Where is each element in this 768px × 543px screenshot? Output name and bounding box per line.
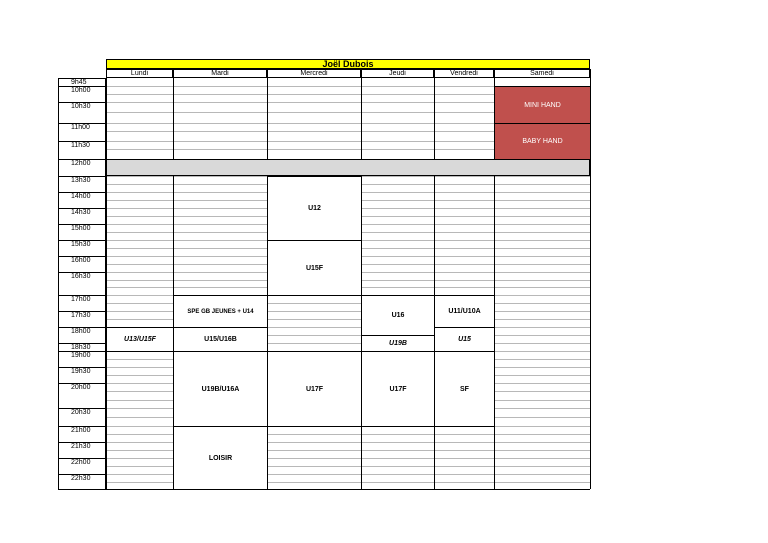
day-header-lundi: Lundi	[106, 69, 173, 78]
time-label: 20h30	[58, 408, 106, 427]
time-label: 21h30	[58, 442, 106, 459]
session-block[interactable]: U16	[361, 295, 435, 336]
time-label: 15h00	[58, 224, 106, 241]
session-block[interactable]: BABY HAND	[494, 123, 591, 160]
day-header-mercredi: Mercredi	[267, 69, 361, 78]
schedule-title: Joël Dubois	[106, 59, 590, 69]
time-label: 18h30	[58, 343, 106, 352]
session-block[interactable]: U15F	[267, 240, 362, 296]
session-block[interactable]: U19B/U16A	[173, 351, 268, 427]
time-label: 22h30	[58, 474, 106, 490]
session-block[interactable]: SF	[434, 351, 495, 427]
time-label: 17h30	[58, 311, 106, 328]
time-label: 14h30	[58, 208, 106, 225]
day-header-vendredi: Vendredi	[434, 69, 494, 78]
session-block[interactable]: U19B	[361, 335, 435, 352]
session-block[interactable]: U12	[267, 176, 362, 241]
time-label: 10h00	[58, 86, 106, 103]
time-label: 13h30	[58, 176, 106, 193]
lunch-break-band	[106, 159, 590, 176]
session-block[interactable]: LOISIR	[173, 426, 268, 490]
time-label: 21h00	[58, 426, 106, 443]
session-block[interactable]: U15	[434, 327, 495, 352]
session-block[interactable]: MINI HAND	[494, 86, 591, 124]
time-label: 17h00	[58, 295, 106, 312]
time-label: 16h30	[58, 272, 106, 296]
time-label: 16h00	[58, 256, 106, 273]
day-header-samedi: Samedi	[494, 69, 590, 78]
time-label: 10h30	[58, 102, 106, 124]
time-label: 20h00	[58, 383, 106, 409]
column-divider	[106, 69, 107, 489]
time-label: 14h00	[58, 192, 106, 209]
time-label: 15h30	[58, 240, 106, 257]
session-block[interactable]: U17F	[267, 351, 362, 427]
time-label: 9h45	[58, 78, 106, 87]
grid-bottom	[58, 489, 590, 490]
session-block[interactable]: U15/U16B	[173, 327, 268, 352]
time-label: 19h00	[58, 351, 106, 368]
session-block[interactable]: U17F	[361, 351, 435, 427]
session-block[interactable]: U13/U15F	[106, 327, 174, 352]
time-label: 22h00	[58, 458, 106, 475]
session-block[interactable]: SPE GB JEUNES + U14	[173, 295, 268, 328]
time-label: 19h30	[58, 367, 106, 384]
day-header-mardi: Mardi	[173, 69, 267, 78]
time-label: 11h30	[58, 141, 106, 160]
session-block[interactable]: U11/U10A	[434, 295, 495, 328]
time-label: 18h00	[58, 327, 106, 344]
day-header-jeudi: Jeudi	[361, 69, 434, 78]
time-label: 12h00	[58, 159, 106, 177]
time-label: 11h00	[58, 123, 106, 142]
